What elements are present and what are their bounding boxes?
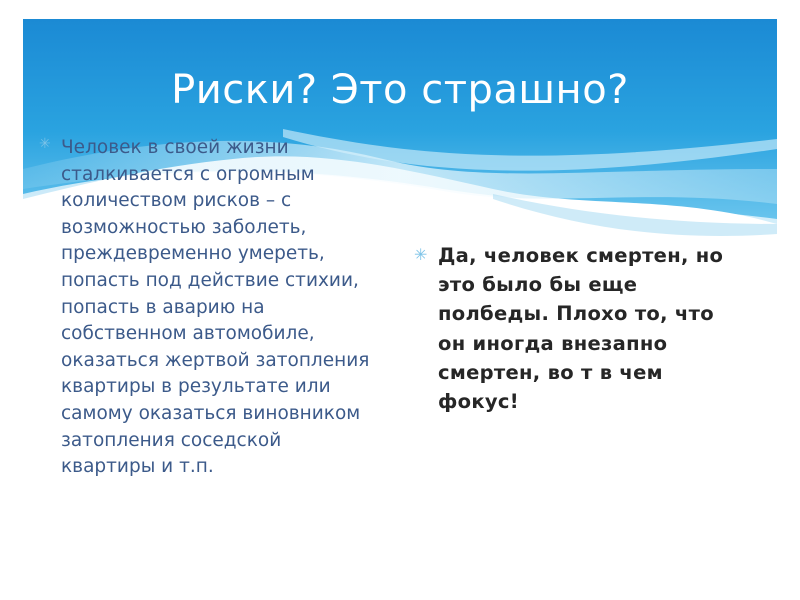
slide-title: Риски? Это страшно? <box>171 67 629 113</box>
slide-frame <box>23 19 777 582</box>
star-bullet-icon: ✳ <box>39 136 51 152</box>
right-bullet-item <box>414 241 744 416</box>
left-bullet-item <box>39 135 379 481</box>
right-bullet-text: Да, человек смертен, но это было бы еще полбеды. Плохо то, что он иногда внезапно смертен, во т в чем фокус! <box>438 244 724 414</box>
star-bullet-icon: ✳ <box>414 245 428 264</box>
left-bullet-text: Человек в своей жизни сталкивается с огромным количеством рисков – с возможностью заболеть, преждевременно умереть, попасть под действие стихии, попасть в аварию на собственном автомобиле, оказаться жертвой затопления квартиры в результате или самому оказаться виновником затопления соседской квартиры и т.п. <box>61 137 370 478</box>
